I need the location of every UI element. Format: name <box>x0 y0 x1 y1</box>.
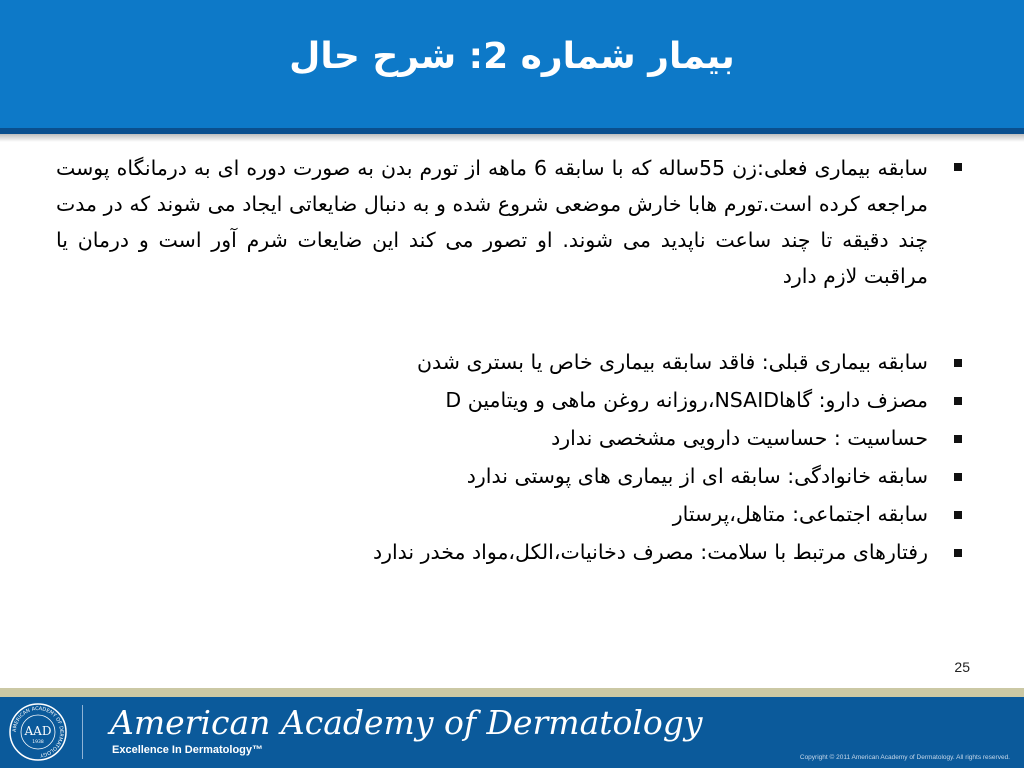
page-number: 25 <box>954 659 970 675</box>
bullet-family-history <box>56 460 968 492</box>
bullet-text: مصزف دارو: گاهاNSAID،روزانه روغن ماهی و ویتامین D <box>445 388 928 412</box>
square-bullet-icon <box>954 435 962 443</box>
bullet-text: سابقه اجتماعی: متاهل،پرستار <box>672 502 928 526</box>
slide-content <box>56 150 968 574</box>
bullet-history-present-illness <box>56 150 968 294</box>
svg-text:1938: 1938 <box>32 740 44 745</box>
square-bullet-icon <box>954 549 962 557</box>
bullet-text: سابقه خانوادگی: سابقه ای از بیماری های پوستی ندارد <box>466 464 928 488</box>
square-bullet-icon <box>954 511 962 519</box>
bullet-text: سابقه بیماری قبلی: فاقد سابقه بیماری خاص یا بستری شدن <box>416 350 928 374</box>
bullet-medications <box>56 384 968 416</box>
footer-stripe <box>0 688 1024 697</box>
aad-seal-logo <box>8 702 68 762</box>
square-bullet-icon <box>954 359 962 367</box>
bullet-list <box>56 150 968 568</box>
bullet-text: سابقه بیماری فعلی:زن 55ساله که با سابقه 6 ماهه از تورم بدن به صورت دوره ای به درمانگاه پوست مراجعه کرده است.تورم هابا خارش موضعی شروع شده و به دنبال ضایعاتی ایجاد می شوند که در مدت چند دقیقه تا چند ساعت ناپدید می شوند. او تصور می کند این ضایعات شرم آور است و درمان یا مراقبت لازم دارد <box>56 156 928 288</box>
footer-bar <box>0 697 1024 768</box>
bullet-text: حساسیت : حساسیت دارویی مشخصی ندارد <box>551 426 928 450</box>
bullet-past-history <box>56 346 968 378</box>
square-bullet-icon <box>954 473 962 481</box>
square-bullet-icon <box>954 397 962 405</box>
bullet-social-history <box>56 498 968 530</box>
bullet-text: رفتارهای مرتبط با سلامت: مصرف دخانیات،الکل،مواد مخدر ندارد <box>372 540 928 564</box>
slide-title: بیمار شماره 2: شرح حال <box>289 36 735 77</box>
copyright-notice: Copyright © 2011 American Academy of Dermatology. All rights reserved. <box>799 754 1010 761</box>
svg-text:AAD: AAD <box>24 724 52 738</box>
bullet-health-behaviors <box>56 536 968 568</box>
svg-text:AMERICAN ACADEMY OF DERMATOLOG: AMERICAN ACADEMY OF DERMATOLOGY <box>11 705 65 758</box>
footer-divider <box>82 705 83 759</box>
square-bullet-icon <box>954 163 962 171</box>
bullet-allergies <box>56 422 968 454</box>
organization-tagline: Excellence In Dermatology™ <box>112 744 263 756</box>
title-shadow <box>0 134 1024 142</box>
organization-name: American Academy of Dermatology <box>110 703 703 742</box>
